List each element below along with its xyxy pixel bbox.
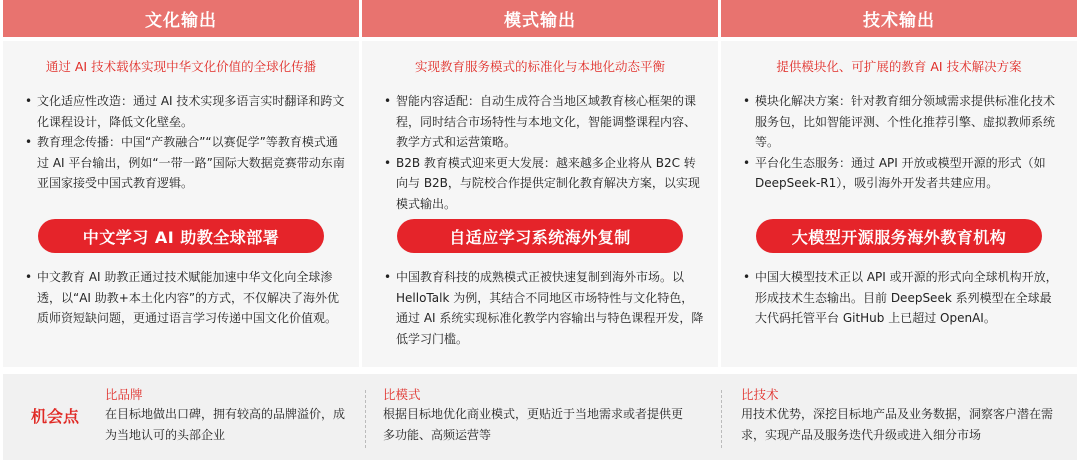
bullet-item: • 文化适应性改造：通过 AI 技术实现多语言实时翻译和跨文化课程设计，降低文化壁垒。 <box>25 91 345 132</box>
opportunity-text: 根据目标地优化商业模式，更贴近于当地需求或者提供更多功能、高频运营等 <box>383 407 684 442</box>
bullet-list-secondary <box>384 267 704 349</box>
highlight-pill: 大模型开源服务海外教育机构 <box>756 219 1042 253</box>
bullet-list-secondary <box>743 267 1063 329</box>
column-subtitle: 实现教育服务模式的标准化与本地化动态平衡 <box>414 59 665 74</box>
bullet-list-secondary <box>25 267 345 329</box>
opportunity-text: 在目标地做出口碑，拥有较高的品牌溢价，成为当地认可的头部企业 <box>105 407 346 442</box>
bullet-list <box>743 91 1063 194</box>
opportunity-title: 比模式 <box>383 387 421 402</box>
highlight-pill: 自适应学习系统海外复制 <box>397 219 683 253</box>
opportunity-item-tech <box>741 386 1063 446</box>
bullet-list <box>384 91 704 214</box>
bullet-item: • 模块化解决方案：针对教育细分领域需求提供标准化技术服务包，比如智能评测、个性化推荐引擎、虚拟教师系统等。 <box>743 91 1063 153</box>
opportunity-item-brand <box>105 386 355 446</box>
opportunity-title: 比技术 <box>741 387 779 402</box>
bullet-item: • B2B 教育模式迎来更大发展：越来越多企业将从 B2C 转向与 B2B，与院校合作提供定制化教育解决方案，以实现模式输出。 <box>384 153 704 215</box>
bullet-item: • 中国大模型技术正以 API 或开源的形式向全球机构开放，形成技术生态输出。目前 DeepSeek 系列模型在全球最大代码托管平台 GitHub 上已超过 OpenAI。 <box>743 267 1063 329</box>
opportunity-title: 比品牌 <box>105 387 143 402</box>
opportunity-text: 用技术优势，深挖目标地产品及业务数据，洞察客户潜在需求，实现产品及服务迭代升级或进入细分市场 <box>741 407 1054 442</box>
column-subtitle: 通过 AI 技术载体实现中华文化价值的全球化传播 <box>45 59 317 74</box>
column-model-output <box>362 0 718 367</box>
column-header: 模式输出 <box>362 0 718 37</box>
opportunity-label: 机会点 <box>31 407 80 426</box>
highlight-pill: 中文学习 AI 助教全球部署 <box>38 219 324 253</box>
bullet-item: • 中国教育科技的成熟模式正被快速复制到海外市场。以 HelloTalk 为例，其结合不同地区市场特性与文化特色，通过 AI 系统实现标准化教学内容输出与特色课程开发，降低学习门槛。 <box>384 267 704 349</box>
column-subtitle: 提供模块化、可扩展的教育 AI 技术解决方案 <box>776 59 1022 74</box>
column-body <box>721 41 1077 367</box>
column-culture-output <box>3 0 359 367</box>
dashed-divider <box>365 390 366 448</box>
column-tech-output <box>721 0 1077 367</box>
column-header: 文化输出 <box>3 0 359 37</box>
dashed-divider <box>721 390 722 448</box>
column-header: 技术输出 <box>721 0 1077 37</box>
opportunity-item-model <box>383 386 693 446</box>
bullet-item: • 教育理念传播：中国“产教融合”“以赛促学”等教育模式通过 AI 平台输出，例如“一带一路”国际大数据竞赛带动东南亚国家接受中国式教育逻辑。 <box>25 132 345 194</box>
bullet-item: • 平台化生态服务：通过 API 开放或模型开源的形式（如 DeepSeek-R1），吸引海外开发者共建应用。 <box>743 153 1063 194</box>
bullet-list <box>25 91 345 194</box>
bullet-item: • 中文教育 AI 助教正通过技术赋能加速中华文化向全球渗透，以“AI 助教+本土化内容”的方式，不仅解决了海外优质师资短缺问题，更通过语言学习传递中国文化价值观。 <box>25 267 345 329</box>
bullet-item: • 智能内容适配：自动生成符合当地区域教育核心框架的课程，同时结合市场特性与本地文化，智能调整课程内容、教学方式和运营策略。 <box>384 91 704 153</box>
opportunity-panel <box>3 374 1077 460</box>
column-body <box>3 41 359 367</box>
column-body <box>362 41 718 367</box>
